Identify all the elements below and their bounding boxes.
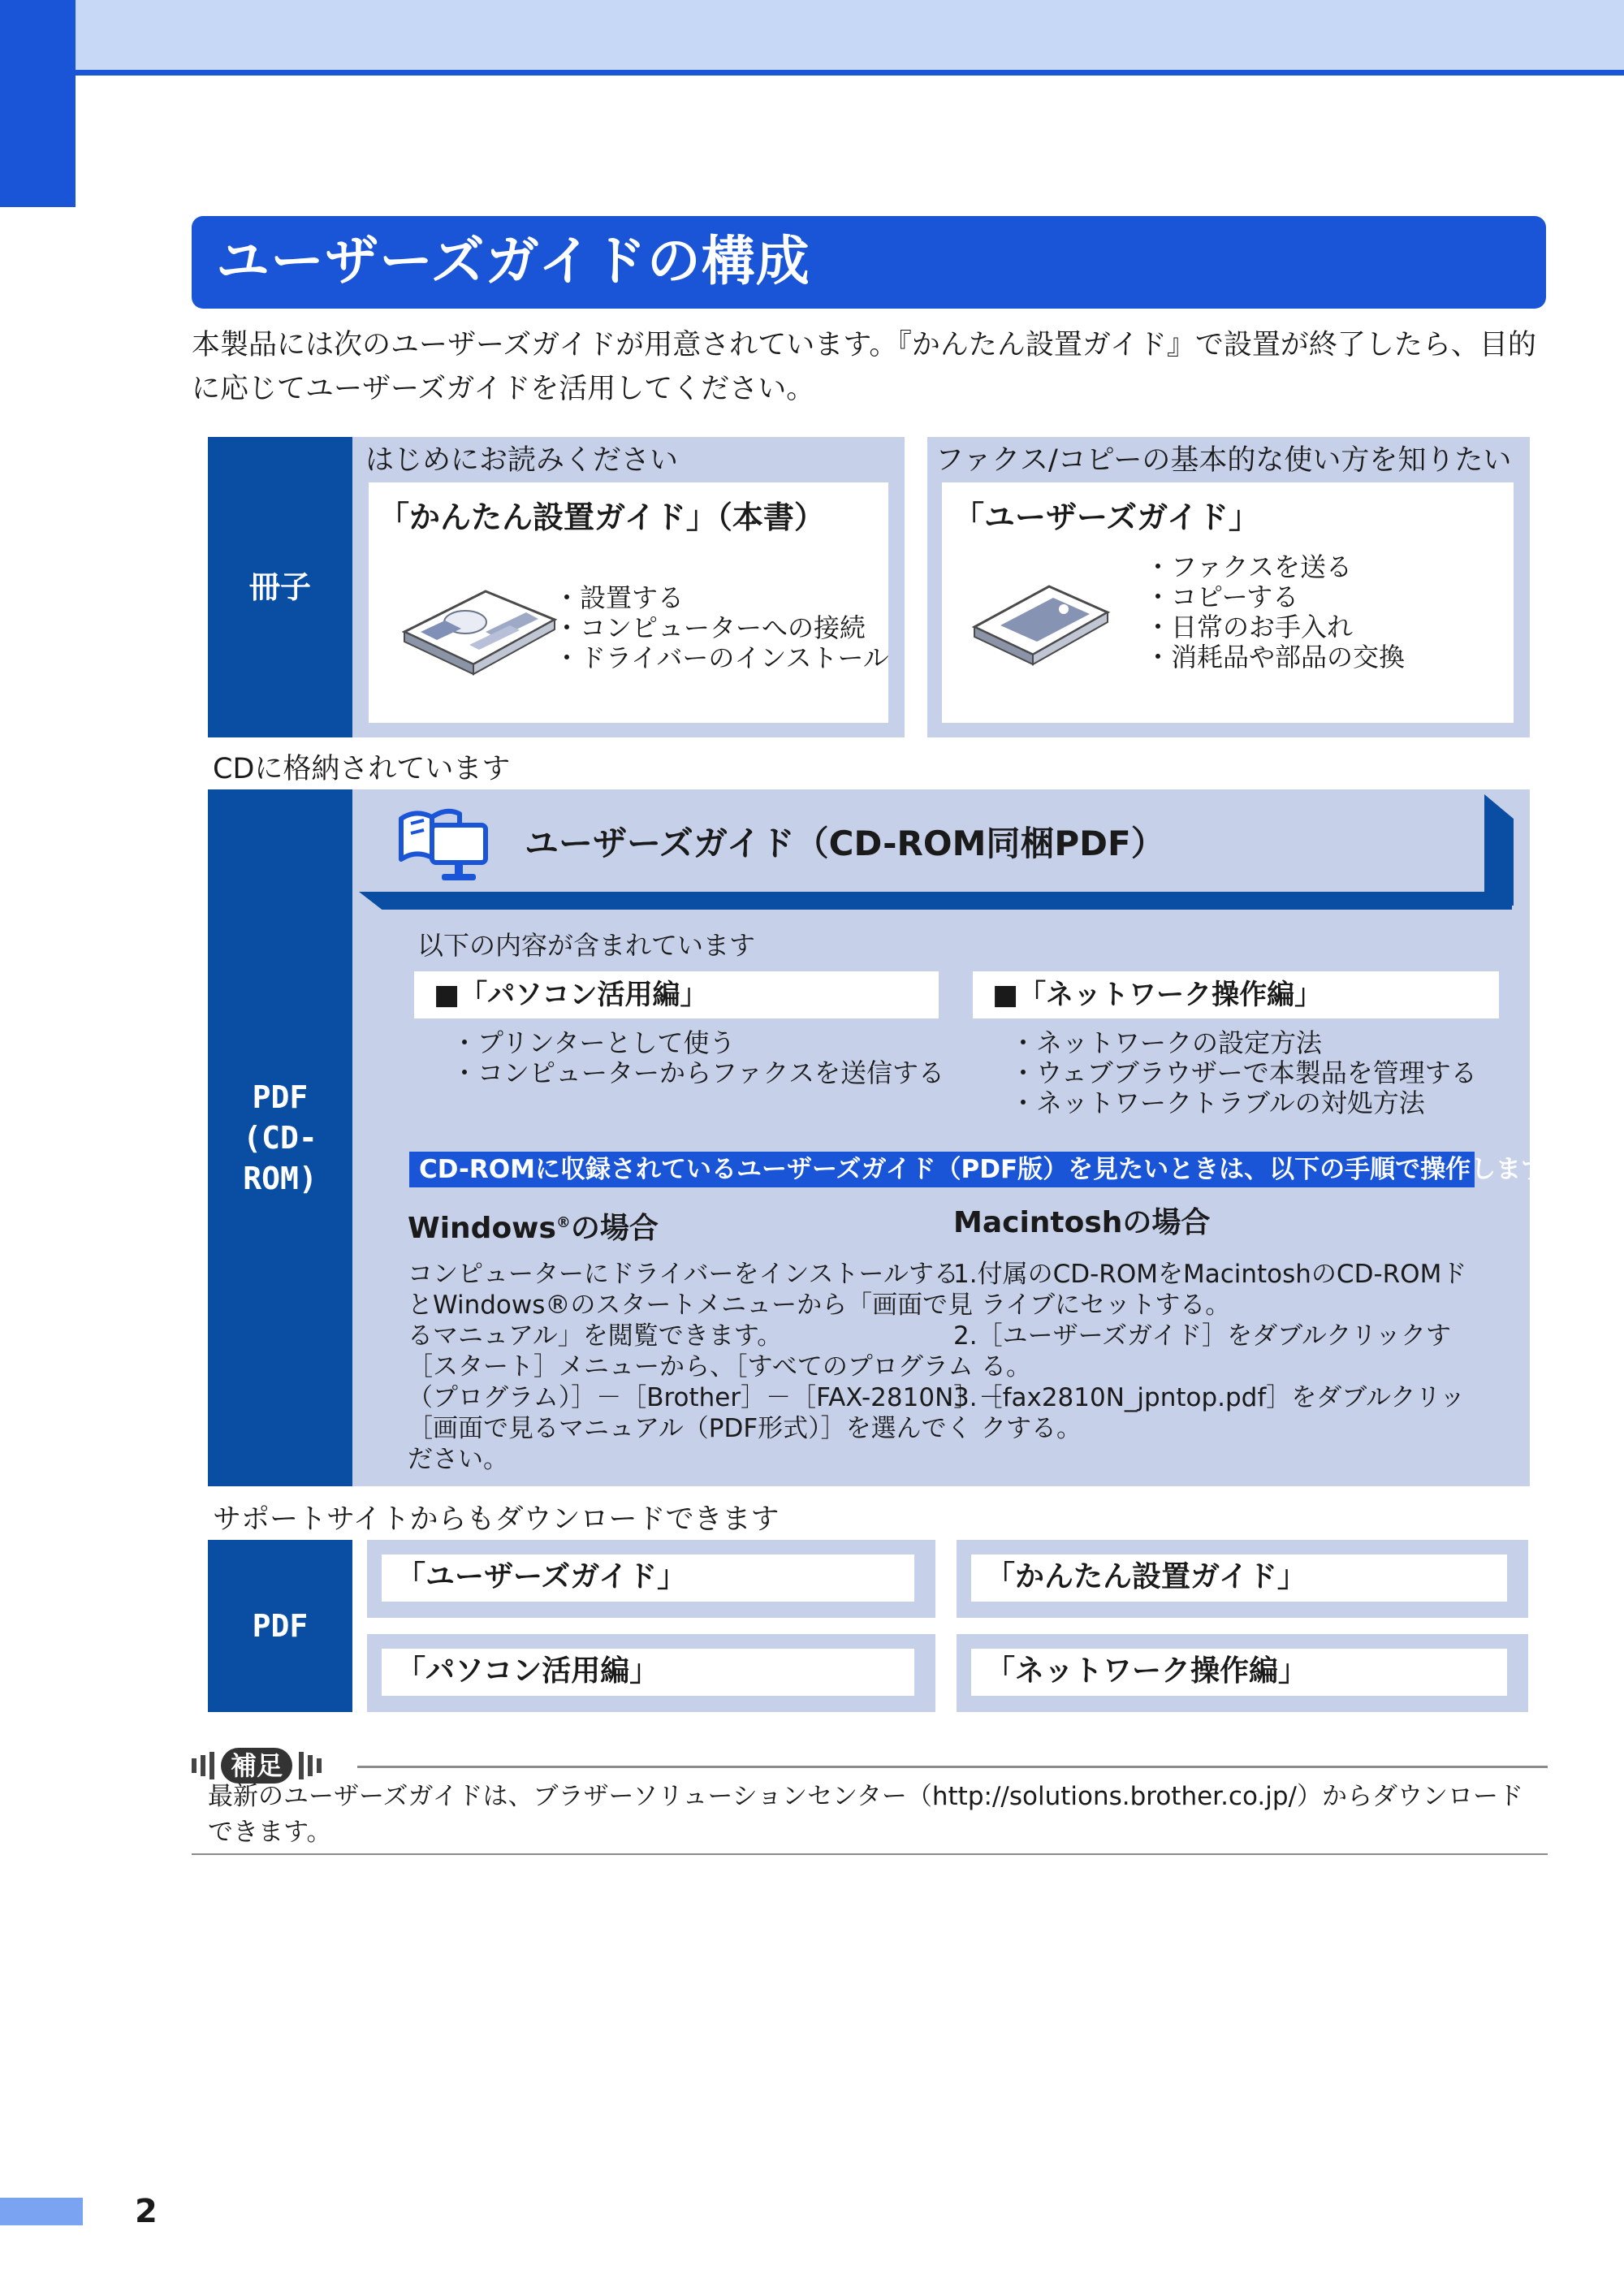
booklet-left-label: はじめにお読みください (365, 444, 679, 477)
note-text: 最新のユーザーズガイドは、ブラザーソリューションセンター（http://solutions.brother.co.jp/）からダウンロードできます。 (208, 1782, 1523, 1847)
list-item: ・ネットワークトラブルの対処方法 (1010, 1087, 1425, 1118)
network-guide-heading: ■「ネットワーク操作編」 (973, 971, 1499, 1018)
download-setup-guide: 「かんたん設置ガイド」 (971, 1554, 1507, 1602)
setup-guide-book-icon (396, 583, 559, 681)
page-number-tab (0, 2198, 83, 2225)
registered-mark: ® (555, 1214, 571, 1231)
text-line: ［スタート］メニューから、［すべてのプログラム (408, 1352, 974, 1381)
text-line: コンピューターにドライバーをインストールする (408, 1260, 959, 1289)
pc-manual-icon (393, 804, 499, 889)
text-line: るマニュアル」を閲覧できます。 (408, 1321, 783, 1351)
booklet-left-bullets (554, 583, 889, 673)
list-item: ・日常のお手入れ (1145, 612, 1354, 642)
step-item: 1.付属のCD-ROMをMacintoshのCD-ROMドライブにセットする。 (953, 1260, 1467, 1320)
download-user-guide: 「ユーザーズガイド」 (382, 1554, 914, 1602)
text-line: ［画面で見るマニュアル（PDF形式）］を選んでく (408, 1414, 972, 1443)
cd-caption: CDに格納されています (213, 753, 511, 785)
booklet-right-label: ファクス/コピーの基本的な使い方を知りたい (935, 444, 1512, 477)
note-rule (357, 1766, 1548, 1768)
list-item: ・ネットワークの設定方法 (1010, 1027, 1323, 1058)
download-pc-guide: 「パソコン活用編」 (382, 1649, 914, 1696)
download-network-guide: 「ネットワーク操作編」 (971, 1649, 1507, 1696)
windows-heading (408, 1205, 659, 1247)
header-band (0, 0, 1624, 71)
pc-guide-bullets (451, 1028, 944, 1088)
step-item: 3.［fax2810N_jpntop.pdf］をダブルクリックする。 (953, 1383, 1466, 1443)
header-corner-block (0, 0, 76, 207)
windows-heading-suffix: の場合 (570, 1212, 659, 1245)
text-line: ださい。 (408, 1445, 508, 1474)
list-item: ・ファクスを送る (1145, 551, 1353, 582)
list-item: ・プリンターとして使う (451, 1027, 736, 1058)
list-item: ・コピーする (1145, 582, 1299, 612)
header-rule (0, 70, 1624, 76)
support-side-label: PDF (208, 1540, 352, 1712)
text-line: とWindows®のスタートメニューから「画面で見 (408, 1291, 974, 1320)
user-guide-book-icon (968, 580, 1114, 669)
howto-bar: CD-ROMに収録されているユーザーズガイド（PDF版）を見たいときは、以下の手順で操作します。 (409, 1152, 1475, 1187)
step-item: 2.［ユーザーズガイド］をダブルクリックする。 (953, 1321, 1451, 1381)
mac-heading: Macintoshの場合 (953, 1206, 1211, 1239)
cd-banner-title: ユーザーズガイド（CD-ROM同梱PDF） (525, 824, 1165, 863)
booklet-right-title: 「ユーザーズガイド」 (953, 499, 1259, 535)
intro-paragraph: 本製品には次のユーザーズガイドが用意されています。『かんたん設置ガイド』で設置が終了したら、目的に応じてユーザーズガイドを活用してください。 (192, 329, 1536, 405)
cd-side-label: PDF (CD-ROM) (208, 789, 352, 1486)
cd-contains-text: 以下の内容が含まれています (417, 930, 756, 961)
note-bottom-rule (192, 1853, 1548, 1855)
list-item: ・コンピューターからファクスを送信する (451, 1057, 945, 1088)
list-item: ・ドライバーのインストール (554, 642, 889, 673)
booklet-right-bullets (1145, 552, 1405, 672)
banner-underline (359, 892, 1512, 910)
text-line: （プログラム）］－［Brother］－［FAX-2810N］－ (408, 1383, 1004, 1412)
booklet-side-label: 冊子 (208, 437, 352, 737)
note-badge: 補足 (221, 1748, 292, 1784)
list-item: ・コンピューターへの接続 (554, 612, 866, 643)
pc-guide-heading: ■「パソコン活用編」 (414, 971, 939, 1018)
list-item: ・設置する (554, 582, 685, 613)
network-guide-bullets (1010, 1028, 1477, 1118)
list-item: ・ウェブブラウザーで本製品を管理する (1010, 1057, 1477, 1088)
booklet-left-title: 「かんたん設置ガイド」（本書） (378, 499, 825, 535)
windows-instructions (408, 1259, 1004, 1475)
mac-instructions (953, 1259, 1489, 1444)
page-number: 2 (135, 2193, 158, 2230)
windows-heading-text: Windows (408, 1212, 556, 1245)
page-title: ユーザーズガイドの構成 (216, 230, 810, 292)
support-caption: サポートサイトからもダウンロードできます (213, 1503, 780, 1536)
list-item: ・消耗品や部品の交換 (1145, 642, 1406, 672)
